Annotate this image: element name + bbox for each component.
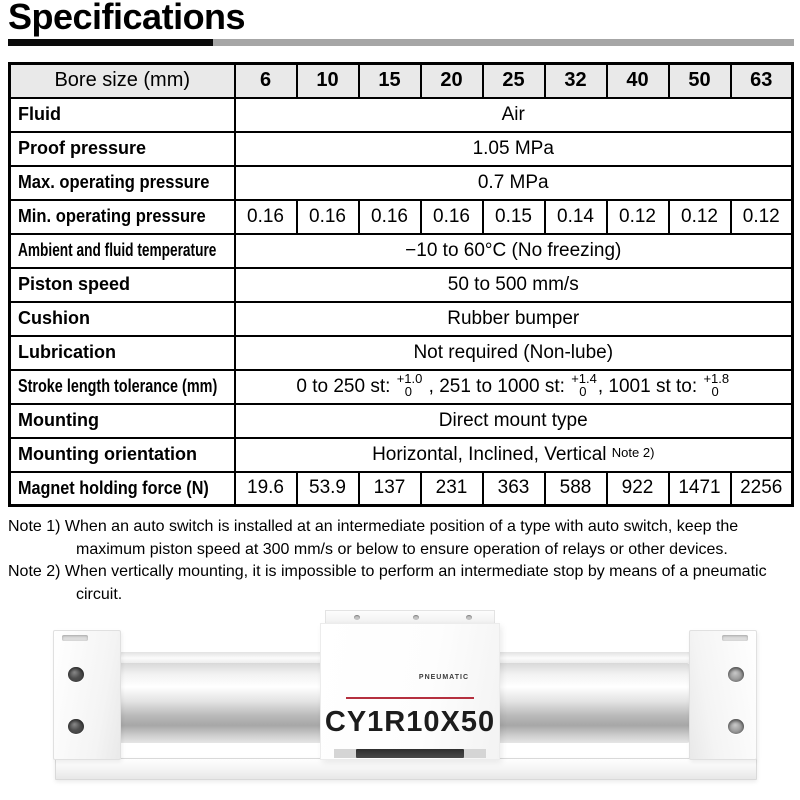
cell-value: 137 <box>359 472 421 506</box>
spec-row-proof-pressure <box>10 132 793 166</box>
row-value: Air <box>235 98 793 132</box>
row-label: Mounting <box>10 404 235 438</box>
cell-value: 0.16 <box>359 200 421 234</box>
spec-row-mounting <box>10 404 793 438</box>
tolerance-stack: +1.4 0 <box>571 370 597 399</box>
bore-col-header: 40 <box>607 64 669 98</box>
row-label: Fluid <box>10 98 235 132</box>
bore-col-header: 63 <box>731 64 793 98</box>
cell-value: 0.12 <box>607 200 669 234</box>
screw-icon <box>354 615 360 620</box>
page-title: Specifications <box>8 0 246 37</box>
spec-row-fluid <box>10 98 793 132</box>
title-divider-accent <box>8 39 213 46</box>
note-2: Note 2) When vertically mounting, it is impossible to perform an intermediate stop by means of a pneumatic circuit. <box>8 563 767 604</box>
spec-row-magnet-holding-force <box>10 472 793 506</box>
product-photo <box>0 600 800 795</box>
bore-size-header: Bore size (mm) <box>10 64 235 98</box>
cell-value: 231 <box>421 472 483 506</box>
mounting-screw <box>728 719 744 734</box>
cell-value: 0.16 <box>297 200 359 234</box>
bore-col-header: 50 <box>669 64 731 98</box>
row-value: Not required (Non-lube) <box>235 336 793 370</box>
cell-value: 1471 <box>669 472 731 506</box>
spec-row-ambient-temperature <box>10 234 793 268</box>
bore-col-header: 25 <box>483 64 545 98</box>
row-value: Direct mount type <box>235 404 793 438</box>
carriage-bottom-slot <box>356 749 464 758</box>
mounting-hole <box>68 719 84 734</box>
row-value: 0.7 MPa <box>235 166 793 200</box>
cell-value: 363 <box>483 472 545 506</box>
end-block-slot <box>62 635 88 641</box>
spec-row-lubrication <box>10 336 793 370</box>
row-label: Min. operating pressure <box>10 200 235 234</box>
cell-value: 0.16 <box>421 200 483 234</box>
carriage-slot-tab <box>334 749 358 758</box>
row-label: Max. operating pressure <box>10 166 235 200</box>
cell-value: 0.12 <box>731 200 793 234</box>
specifications-table <box>8 62 794 507</box>
brand-label: PNEUMATIC <box>418 674 469 681</box>
row-value: Rubber bumper <box>235 302 793 336</box>
right-end-block <box>689 630 757 760</box>
row-label: Magnet holding force (N) <box>10 472 235 506</box>
table-header-row <box>10 64 793 98</box>
cylinder-base-plate <box>55 758 757 780</box>
cell-value: 0.15 <box>483 200 545 234</box>
row-value: 50 to 500 mm/s <box>235 268 793 302</box>
row-label: Stroke length tolerance (mm) <box>10 370 235 404</box>
cell-value: 588 <box>545 472 607 506</box>
row-label: Mounting orientation <box>10 438 235 472</box>
cell-value: 53.9 <box>297 472 359 506</box>
label-accent-line <box>346 697 474 699</box>
spec-row-stroke-tolerance <box>10 370 793 404</box>
model-label: CY1R10X50 <box>324 706 496 738</box>
left-end-block <box>53 630 121 760</box>
row-label: Cushion <box>10 302 235 336</box>
screw-icon <box>413 615 419 620</box>
slider-carriage <box>320 610 500 760</box>
spec-row-piston-speed <box>10 268 793 302</box>
tolerance-stack: +1.0 0 <box>396 370 423 399</box>
cell-value: 0.16 <box>235 200 297 234</box>
row-label: Ambient and fluid temperature <box>10 234 235 268</box>
cell-value: 0.12 <box>669 200 731 234</box>
row-label: Piston speed <box>10 268 235 302</box>
spec-row-cushion <box>10 302 793 336</box>
cell-value: 2256 <box>731 472 793 506</box>
bore-col-header: 20 <box>421 64 483 98</box>
row-value: 1.05 MPa <box>235 132 793 166</box>
cell-value: 922 <box>607 472 669 506</box>
bore-col-header: 10 <box>297 64 359 98</box>
title-divider <box>8 39 794 46</box>
row-value: Horizontal, Inclined, Vertical Note 2) <box>235 438 793 472</box>
screw-icon <box>466 615 472 620</box>
note-reference: Note 2) <box>611 444 655 460</box>
end-block-slot <box>722 635 748 641</box>
bore-col-header: 6 <box>235 64 297 98</box>
tolerance-stack: +1.8 0 <box>703 370 730 399</box>
carriage-face <box>320 623 500 760</box>
spec-row-max-operating-pressure <box>10 166 793 200</box>
row-label: Lubrication <box>10 336 235 370</box>
cell-value: 19.6 <box>235 472 297 506</box>
bore-col-header: 32 <box>545 64 607 98</box>
mounting-hole <box>68 667 84 682</box>
cell-value: 0.14 <box>545 200 607 234</box>
note-1: Note 1) When an auto switch is installed at an intermediate position of a type with auto switch, keep the maximum piston speed at 300 mm/s or below to ensure operation of relays or other devices. <box>8 518 739 558</box>
spec-row-mounting-orientation <box>10 438 793 472</box>
row-value-tolerance: 0 to 250 st: +1.0 0 , 251 to 1000 st: +1.4 0 , 1001 st to: +1.8 0 <box>235 370 793 404</box>
spec-row-min-operating-pressure <box>10 200 793 234</box>
bore-col-header: 15 <box>359 64 421 98</box>
row-value: −10 to 60°C (No freezing) <box>235 234 793 268</box>
mounting-screw <box>728 667 744 682</box>
row-label: Proof pressure <box>10 132 235 166</box>
carriage-slot-tab <box>462 749 486 758</box>
footnotes <box>8 516 794 607</box>
